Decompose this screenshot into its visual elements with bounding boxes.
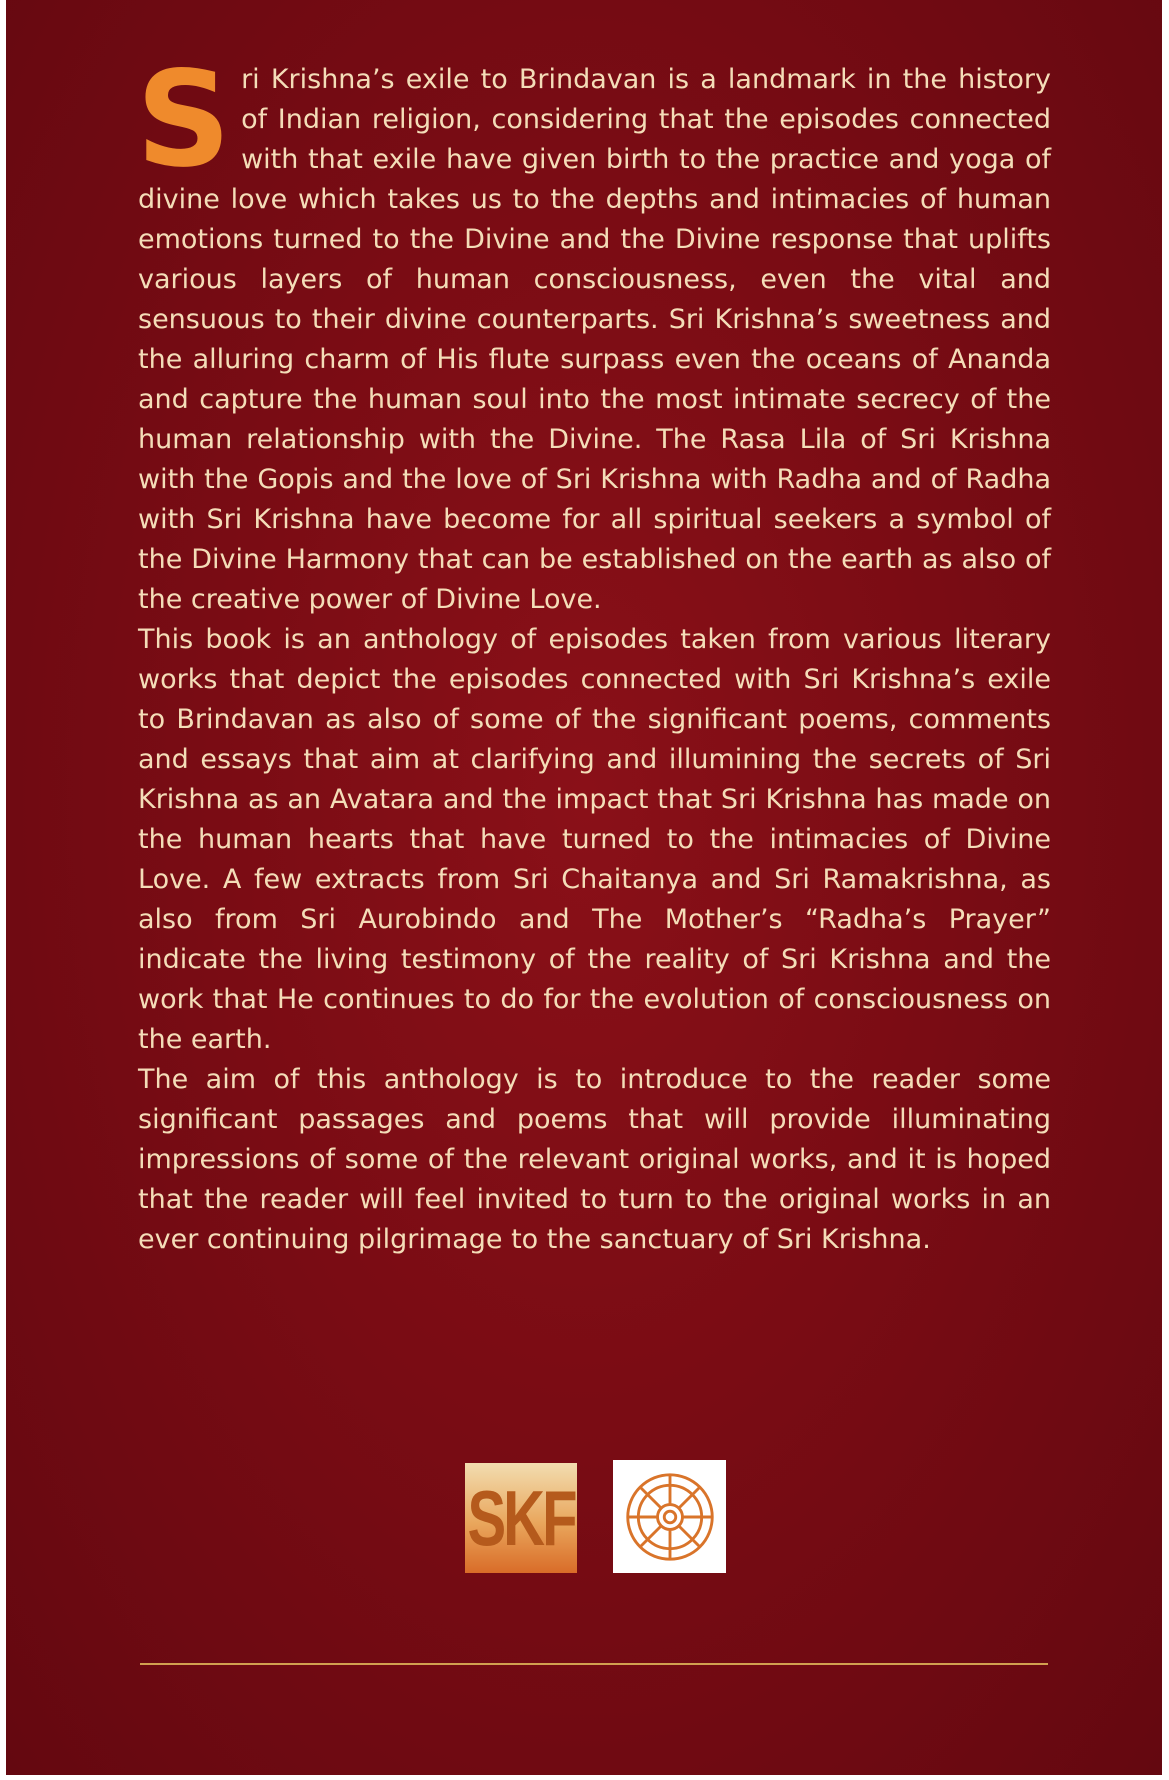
blurb-text (136, 43, 1051, 1260)
publisher-logos (465, 1460, 730, 1575)
bottom-rule (140, 1663, 1048, 1665)
paragraph-3: The aim of this anthology is to introduce to the reader some significant passages and poems that will provide illuminating impressions of some of the relevant original works, and it is hoped that the reader will feel invited to turn to the original works in an ever continuing pilgrimage to the sanctuary of Sri Krishna. (138, 1064, 1051, 1255)
paragraph-2: This book is an anthology of episodes taken from various literary works that depict the episodes connected with Sri Krishna’s exile to Brindavan as also of some of the significant poems, comments and essays that aim at clarifying and illumining the secrets of Sri Krishna as an Avatara and the impact that Sri Krishna has made on the human hearts that have turned to the intimacies of Divine Love. A few extracts from Sri Chaitanya and Sri Ramakrishna, as also from Sri Aurobindo and The Mother’s “Radha’s Prayer” indicate the living testimony of the reality of Sri Krishna and the work that He continues to do for the evolution of consciousness on the earth. (138, 624, 1051, 1055)
paragraph-1-text: ri Krishna’s exile to Brindavan is a landmark in the history of Indian religion, considering that the episodes connected with that exile have given birth to the practice and yoga of divine love which takes us to the depths and intimacies of human emotions turned to the Divine and the Divine response that uplifts various layers of human consciousness, even the vital and sensuous to their divine counterparts. Sri Krishna’s sweetness and the alluring charm of His flute surpass even the oceans of Ananda and capture the human soul into the most intimate secrecy of the human relationship with the Divine. The Rasa Lila of Sri Krishna with the Gopis and the love of Sri Krishna with Radha and of Radha with Sri Krishna have become for all spiritual seekers a symbol of the Divine Harmony that can be established on the earth as also of the creative power of Divine Love. (138, 64, 1051, 615)
paragraph-1 (136, 43, 1051, 620)
drop-cap: S (136, 43, 232, 197)
skf-logo-text: SKF (467, 1474, 575, 1562)
skf-logo (465, 1463, 577, 1573)
wheel-icon-graphic (622, 1469, 718, 1565)
wheel-icon (613, 1460, 726, 1573)
